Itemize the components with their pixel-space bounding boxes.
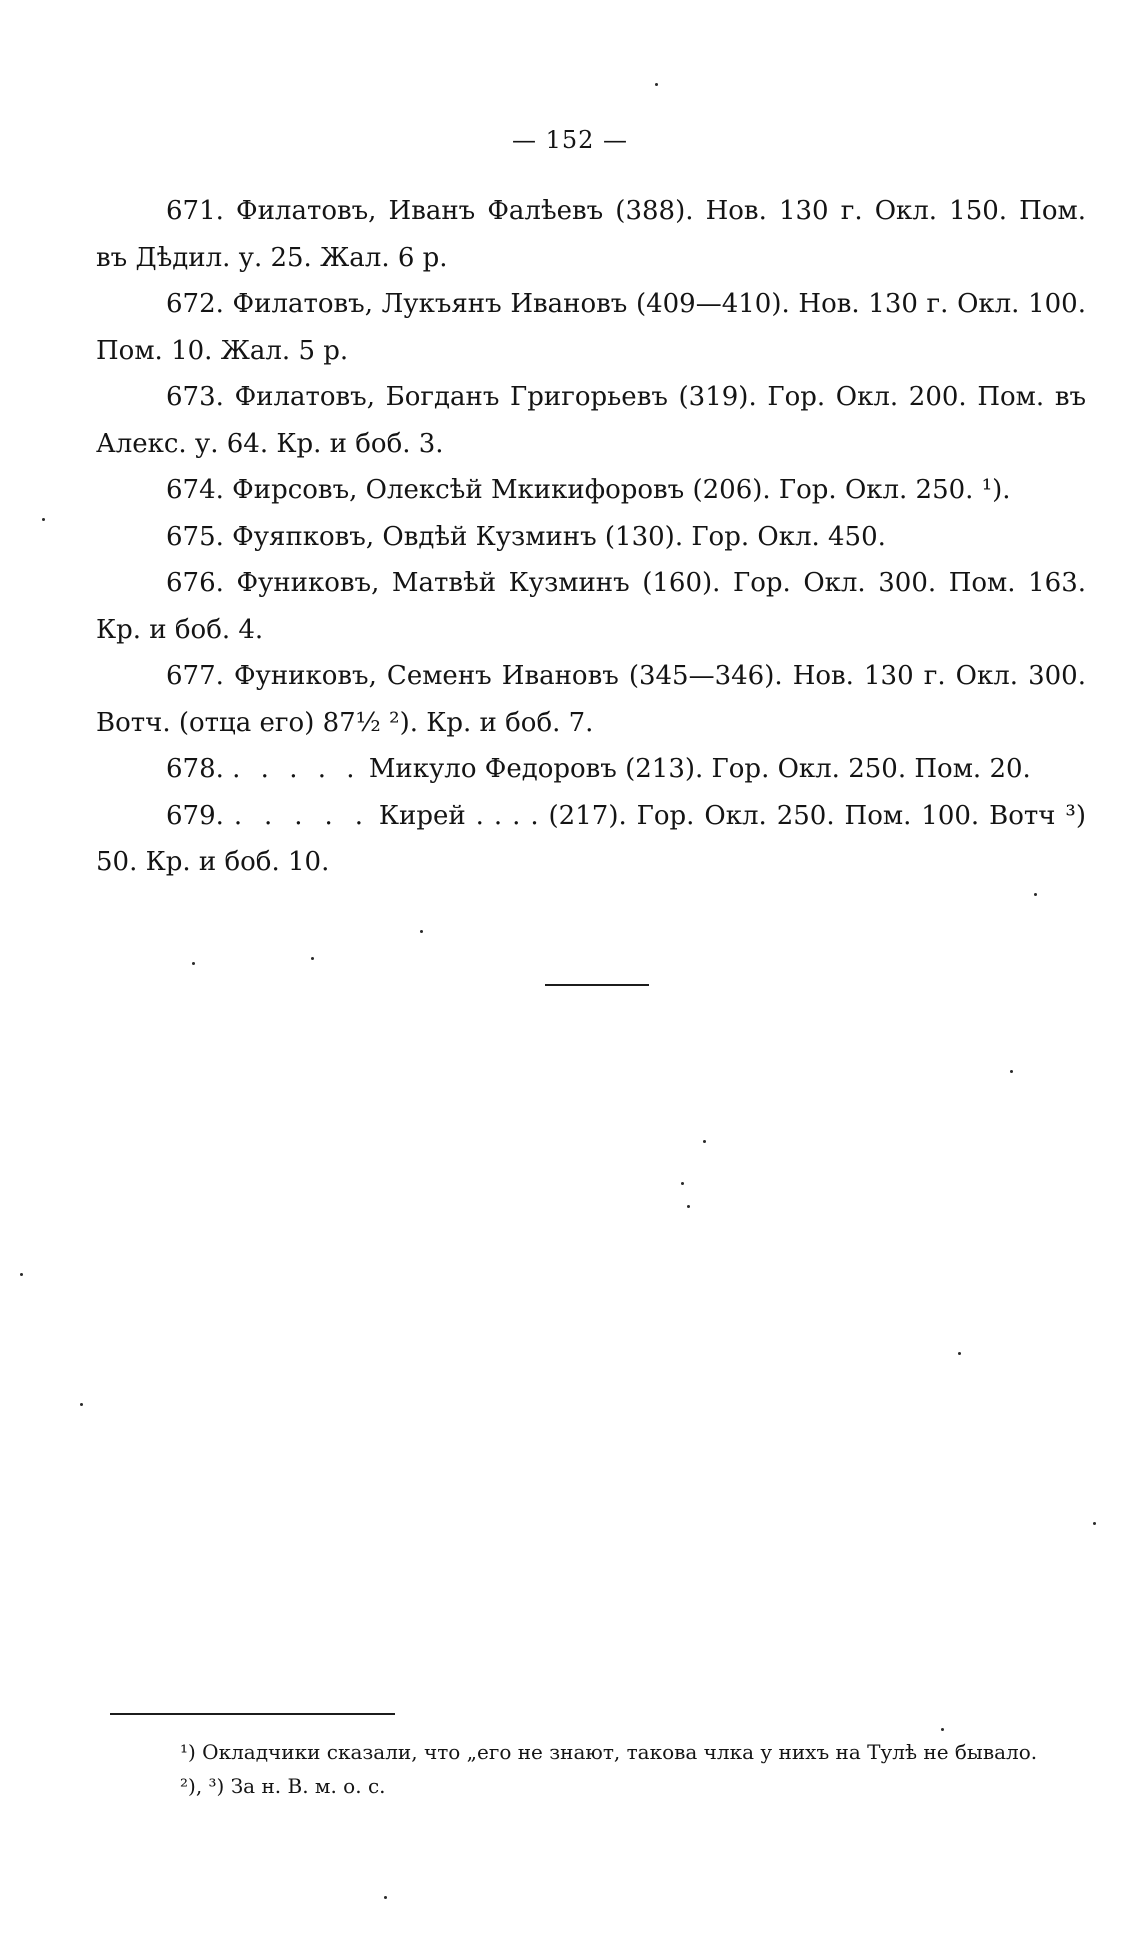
scan-speck (1010, 1070, 1013, 1073)
list-item (96, 188, 1086, 281)
entry-text: Кирей . . . . (217). Гор. Окл. 250. Пом. 100. Вотч ³) 50. Кр. и боб. 10. (96, 800, 1086, 877)
list-item (96, 374, 1086, 467)
entry-number: 677. (166, 661, 224, 691)
entry-ellipsis: . . . . . (232, 754, 361, 784)
entry-number: 679. (166, 800, 224, 831)
scan-speck (192, 962, 195, 965)
list-item (96, 560, 1086, 653)
scan-speck (80, 1403, 83, 1406)
scan-speck (420, 930, 423, 933)
entry-text: Филатовъ, Иванъ Фалѣевъ (388). Нов. 130 г. Окл. 150. Пом. въ Дѣдил. у. 25. Жал. 6 р. (96, 196, 1087, 273)
scan-speck (703, 1140, 706, 1143)
scan-speck (311, 957, 314, 960)
list-item (96, 793, 1086, 886)
page-number: — 152 — (511, 126, 629, 154)
footnote: ¹) Окладчики сказали, что „его не знают, такова члка у нихъ на Тулѣ не бывало. (180, 1740, 1038, 1764)
scan-speck (687, 1205, 690, 1208)
entry-text: Филатовъ, Богданъ Григорьевъ (319). Гор. Окл. 200. Пом. въ Алекс. у. 64. Кр. и боб. 3. (96, 382, 1087, 459)
entry-text: Фуниковъ, Семенъ Ивановъ (345—346). Нов. 130 г. Окл. 300. Вотч. (отца его) 87½ ²). Кр. и боб. 7. (96, 661, 1086, 738)
entry-number: 671. (166, 196, 224, 226)
list-item (96, 467, 1086, 514)
list-item (96, 514, 1086, 561)
entry-number: 674. (166, 475, 224, 505)
entry-number: 672. (166, 289, 224, 319)
list-item (96, 653, 1086, 746)
scan-speck (681, 1182, 684, 1185)
list-item (96, 281, 1086, 374)
footnote: ²), ³) За н. В. м. о. с. (180, 1774, 386, 1798)
entry-text: Филатовъ, Лукъянъ Ивановъ (409—410). Нов. 130 г. Окл. 100. Пом. 10. Жал. 5 р. (96, 289, 1086, 366)
footnote-divider (110, 1713, 395, 1715)
entry-number: 676. (166, 568, 224, 598)
entry-text: Микуло Федоровъ (213). Гор. Окл. 250. Пом. 20. (368, 754, 1031, 784)
scan-speck (941, 1728, 944, 1731)
entry-number: 675. (166, 521, 224, 552)
scan-speck (655, 83, 658, 86)
scan-speck (958, 1352, 961, 1355)
entry-ellipsis: . . . . . (233, 800, 369, 831)
scan-speck (1093, 1522, 1096, 1525)
entry-text: Фуяпковъ, Овдѣй Кузминъ (130). Гор. Окл. 450. (232, 521, 886, 552)
entry-list (96, 188, 1086, 886)
entry-number: 673. (166, 382, 224, 412)
entry-text: Фирсовъ, Олексѣй Мкикифоровъ (206). Гор. Окл. 250. ¹). (232, 475, 1011, 505)
scan-speck (1034, 893, 1037, 896)
entry-number: 678. (166, 754, 224, 784)
footnotes (110, 1735, 1090, 1803)
section-divider (545, 984, 649, 986)
scan-speck (384, 1896, 387, 1899)
scan-speck (20, 1273, 23, 1276)
scan-speck (42, 518, 45, 521)
list-item (96, 746, 1086, 793)
entry-text: Фуниковъ, Матвѣй Кузминъ (160). Гор. Окл. 300. Пом. 163. Кр. и боб. 4. (96, 568, 1087, 645)
